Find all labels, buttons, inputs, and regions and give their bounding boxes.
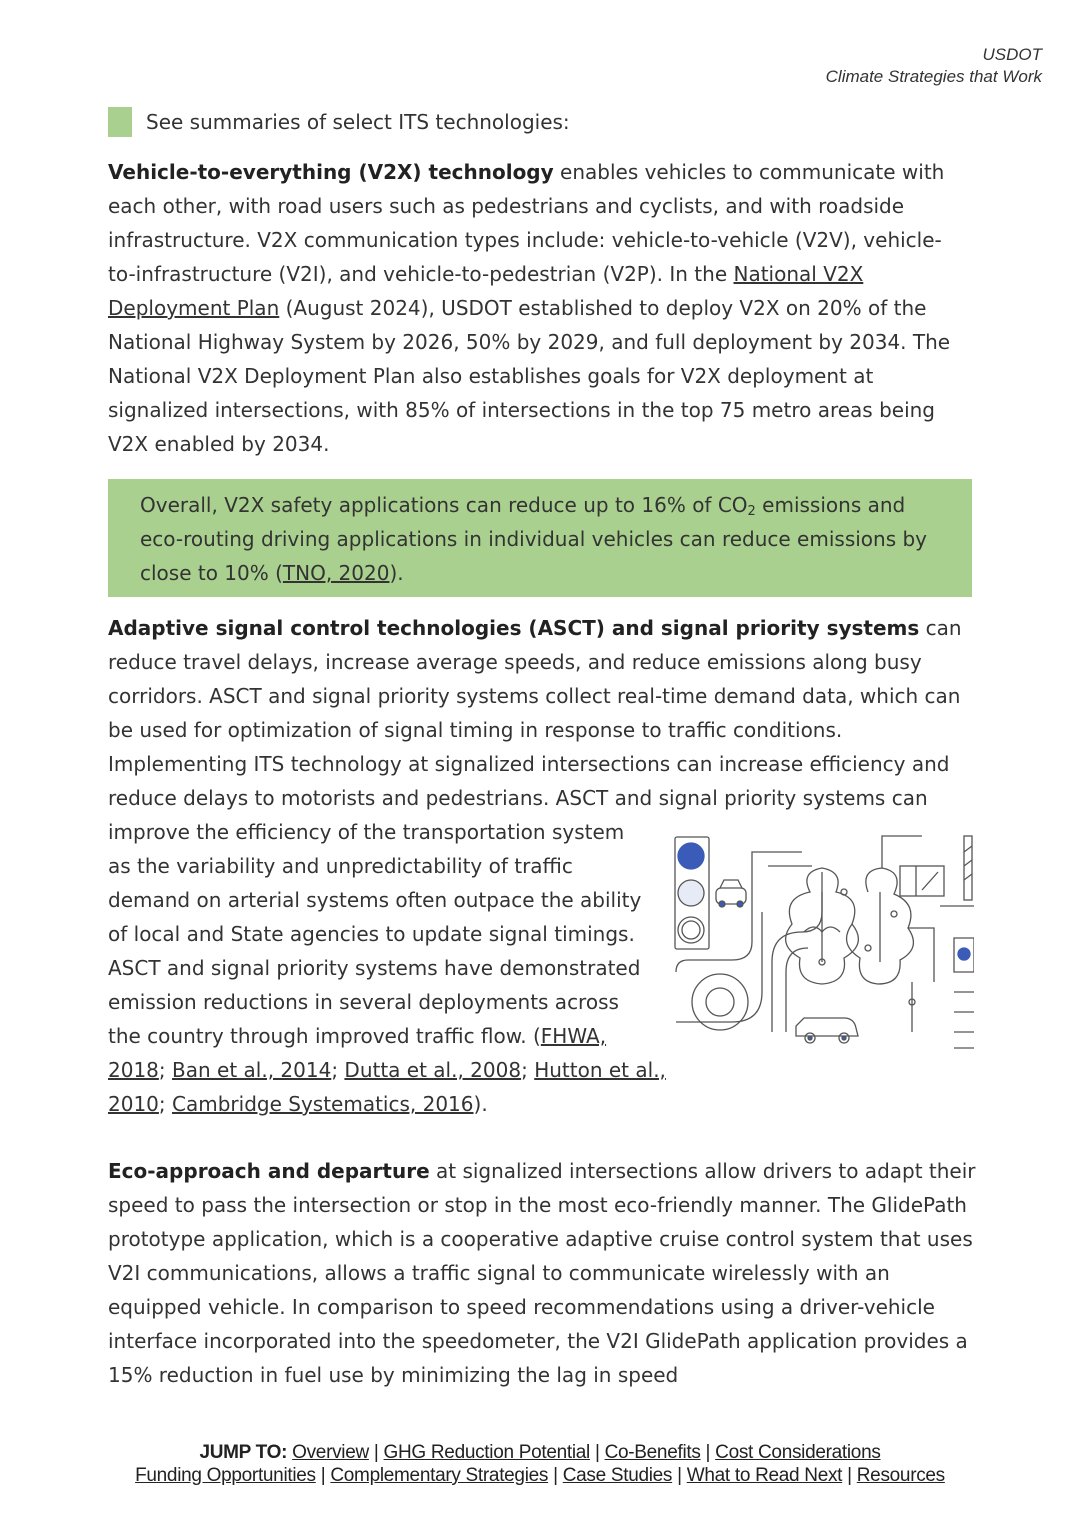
eco-text: at signalized intersections allow drivers to adapt their speed to pass the intersection or stop in the most eco-friendly manner. The GlidePath prototype application, which is a cooperative adaptive cruise control system that uses V2I communications, allows a traffic signal to communicate wirelessly with an equipped vehicle. In comparison to speed recommendations using a driver-vehicle interface incorporated into the speedometer, the V2I GlidePath application provides a 15% reduction in fuel use by minimizing the lag in speed: [108, 1159, 976, 1387]
nav-link-co-benefits[interactable]: Co-Benefits: [604, 1442, 701, 1463]
page-header: [826, 44, 1042, 88]
nav-link-ghg-reduction[interactable]: GHG Reduction Potential: [383, 1442, 590, 1463]
citation-separator: ;: [158, 1058, 173, 1082]
car-icon: [796, 1018, 858, 1043]
asct-paragraph: [108, 611, 968, 815]
cambridge-2016-link[interactable]: Cambridge Systematics, 2016: [172, 1092, 474, 1116]
citation-separator: ;: [521, 1058, 535, 1082]
car-icon: [716, 880, 746, 907]
asct-cite-pre: the country through improved traffic flow. (: [108, 1024, 541, 1048]
asct-text-1: can reduce travel delays, increase average speeds, and reduce emissions along busy corridors. ASCT and signal priority systems collect real-time demand data, which can be used for optimization of signal timing in response to traffic conditions. Implementing ITS technology at signalized intersections can increase efficiency and reduce delays to motorists and pedestrians. ASCT and signal priority systems can: [108, 616, 962, 810]
nav-link-what-to-read[interactable]: What to Read Next: [686, 1465, 843, 1486]
dutta-2008-link[interactable]: Dutta et al., 2008: [344, 1058, 522, 1082]
asct-cite-end: ).: [473, 1092, 488, 1116]
nav-separator: |: [373, 1442, 379, 1463]
asct-wrap-line: as the variability and unpredictability of traffic: [108, 854, 573, 878]
v2x-deployment-plan-link[interactable]: National V2X Deployment Plan: [108, 262, 864, 320]
nav-link-funding[interactable]: Funding Opportunities: [135, 1465, 316, 1486]
v2x-paragraph: [108, 155, 968, 461]
jump-to-nav-row-2: [0, 1464, 1080, 1487]
asct-wrap-line: demand on arterial systems often outpace the ability: [108, 888, 642, 912]
nav-separator: |: [553, 1465, 558, 1486]
intro-line: [108, 107, 570, 137]
asct-heading: Adaptive signal control technologies (ASCT) and signal priority systems: [108, 616, 920, 640]
callout-text-post: emissions and eco-routing driving applications in individual vehicles can reduce emissions by close to 10% (: [140, 493, 928, 585]
nav-separator: |: [677, 1465, 682, 1486]
asct-wrap-line: ASCT and signal priority systems have demonstrated: [108, 956, 641, 980]
eco-heading: Eco-approach and departure: [108, 1159, 430, 1183]
nav-separator: |: [847, 1465, 852, 1486]
nav-separator: |: [320, 1465, 326, 1486]
nav-link-complementary[interactable]: Complementary Strategies: [330, 1465, 549, 1486]
green-square-icon: [108, 107, 132, 137]
citation-separator: ;: [331, 1058, 345, 1082]
building-icon: [900, 836, 972, 900]
citation-separator: ;: [158, 1092, 173, 1116]
nav-separator: |: [705, 1442, 711, 1463]
asct-wrap-line: emission reductions in several deployments across: [108, 990, 619, 1014]
intro-text: See summaries of select ITS technologies:: [146, 110, 570, 134]
nav-link-cost-considerations[interactable]: Cost Considerations: [715, 1442, 881, 1463]
v2x-callout-box: [108, 479, 972, 597]
traffic-illustration: [672, 832, 974, 1052]
asct-wrap-line: improve the efficiency of the transportation system: [108, 820, 625, 844]
hutton-2010-link[interactable]: Hutton et al., 2010: [108, 1058, 666, 1116]
nav-link-resources[interactable]: Resources: [856, 1465, 945, 1486]
eco-paragraph: [108, 1154, 978, 1392]
callout-text-end: ).: [389, 561, 404, 585]
header-org: USDOT: [982, 45, 1042, 64]
traffic-signal-icon: [675, 837, 709, 949]
v2x-text-2: (August 2024), USDOT established to deploy V2X on 20% of the National Highway System by 2026, 50% by 2029, and full deployment by 2034. The National V2X Deployment Plan also establishes goals for V2X deployment at signalized intersections, with 85% of intersections in the top 75 metro areas being V2X enabled by 2034.: [108, 296, 951, 456]
nav-link-case-studies[interactable]: Case Studies: [562, 1465, 673, 1486]
v2x-text-1: enables vehicles to communicate with each other, with road users such as pedestrians and cyclists, and with roadside infrastructure. V2X communication types include: vehicle-to-vehicle (V2V), vehicle-to-infrastructure (V2I), and vehicle-to-pedestrian (V2P). In the: [108, 160, 945, 286]
tno-2020-link[interactable]: TNO, 2020: [282, 561, 390, 585]
fhwa-2018-link[interactable]: FHWA, 2018: [108, 1024, 607, 1082]
asct-wrap-paragraph: [108, 815, 668, 1121]
nav-separator: |: [594, 1442, 600, 1463]
v2x-heading: Vehicle-to-everything (V2X) technology: [108, 160, 554, 184]
nav-link-overview[interactable]: Overview: [292, 1442, 369, 1463]
jump-to-nav: [0, 1441, 1080, 1464]
header-subtitle: Climate Strategies that Work: [825, 67, 1042, 86]
jump-to-label: JUMP TO:: [199, 1442, 288, 1463]
callout-text-pre: Overall, V2X safety applications can reduce up to 16% of CO: [140, 493, 748, 517]
ban-2014-link[interactable]: Ban et al., 2014: [172, 1058, 332, 1082]
callout-subscript: 2: [747, 504, 756, 519]
asct-wrap-line: of local and State agencies to update signal timings.: [108, 922, 635, 946]
